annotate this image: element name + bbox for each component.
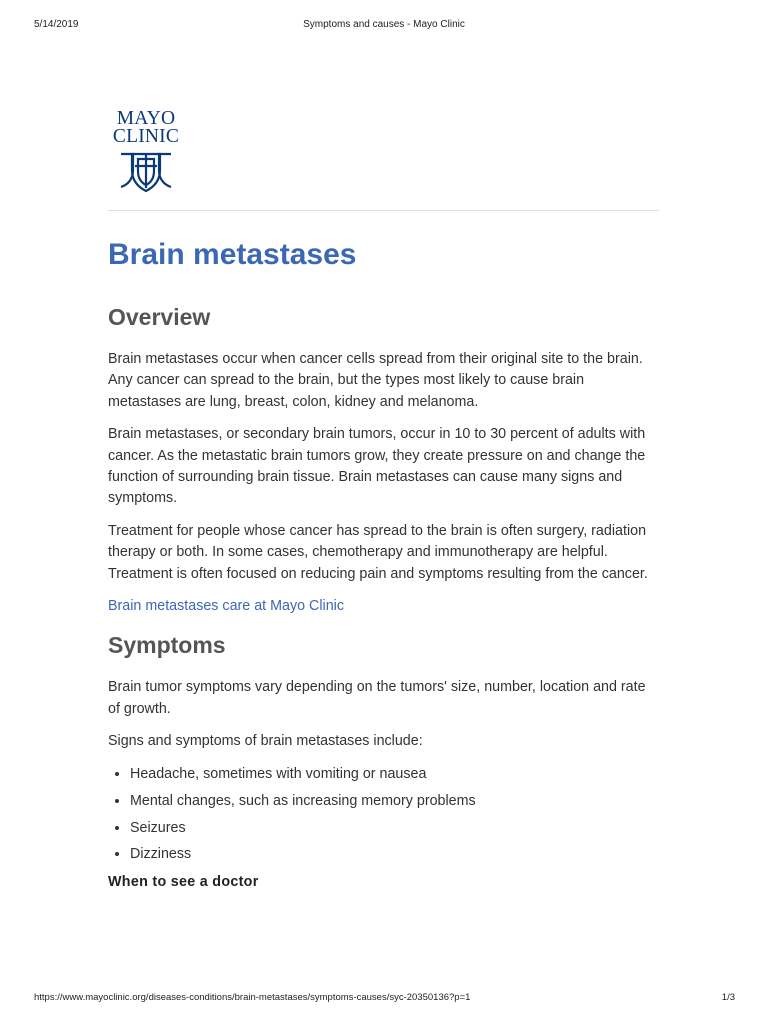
- mayo-clinic-logo[interactable]: [108, 110, 184, 192]
- print-page-title: Symptoms and causes - Mayo Clinic: [303, 19, 465, 30]
- overview-heading: Overview: [108, 304, 211, 330]
- when-to-see-doctor-heading: When to see a doctor: [108, 873, 259, 890]
- list-item: • Mental changes, such as increasing memory problems: [130, 791, 660, 812]
- symptoms-intro: Brain tumor symptoms vary depending on the tumors' size, number, location and rate of growth.: [108, 679, 646, 717]
- overview-paragraph-1: Brain metastases occur when cancer cells spread from their original site to the brain. Any cancer can spread to the brain, but the types most likely to cause brain metastases are lung, breast, colon, kidney and melanoma.: [108, 351, 643, 410]
- symptoms-heading: Symptoms: [108, 632, 226, 659]
- list-item: • Seizures: [130, 818, 660, 839]
- article-content: [108, 230, 660, 893]
- symptoms-list: [108, 764, 660, 866]
- logo-line-1: MAYO: [116, 108, 176, 129]
- article-title: Brain metastases: [108, 238, 357, 271]
- list-item: • Headache, sometimes with vomiting or nausea: [130, 764, 660, 785]
- overview-paragraph-3: Treatment for people whose cancer has spread to the brain is often surgery, radiation therapy or both. In some cases, chemotherapy and immunotherapy are helpful. Treatment is often focused on reducing pain and symptoms resulting from the cancer.: [108, 522, 648, 582]
- symptoms-lead: Signs and symptoms of brain metastases include:: [108, 733, 423, 750]
- print-date: 5/14/2019: [34, 19, 79, 30]
- overview-paragraph-2: Brain metastases, or secondary brain tumors, occur in 10 to 30 percent of adults with cancer. As the metastatic brain tumors grow, they create pressure on and change the function of surrounding brain tissue. Brain metastases can cause many signs and symptoms.: [108, 426, 646, 507]
- list-item: • Dizziness: [130, 844, 660, 865]
- mayo-shields-icon: [119, 150, 173, 192]
- header-divider: [108, 210, 659, 211]
- print-url: https://www.mayoclinic.org/diseases-conditions/brain-metastases/symptoms-causes/syc-20350136?p=1: [34, 992, 471, 1003]
- logo-line-2: CLINIC: [112, 126, 180, 147]
- print-header: [0, 0, 768, 36]
- care-link[interactable]: Brain metastases care at Mayo Clinic: [108, 598, 344, 615]
- page-number: 1/3: [721, 992, 735, 1003]
- print-footer: [0, 988, 768, 1008]
